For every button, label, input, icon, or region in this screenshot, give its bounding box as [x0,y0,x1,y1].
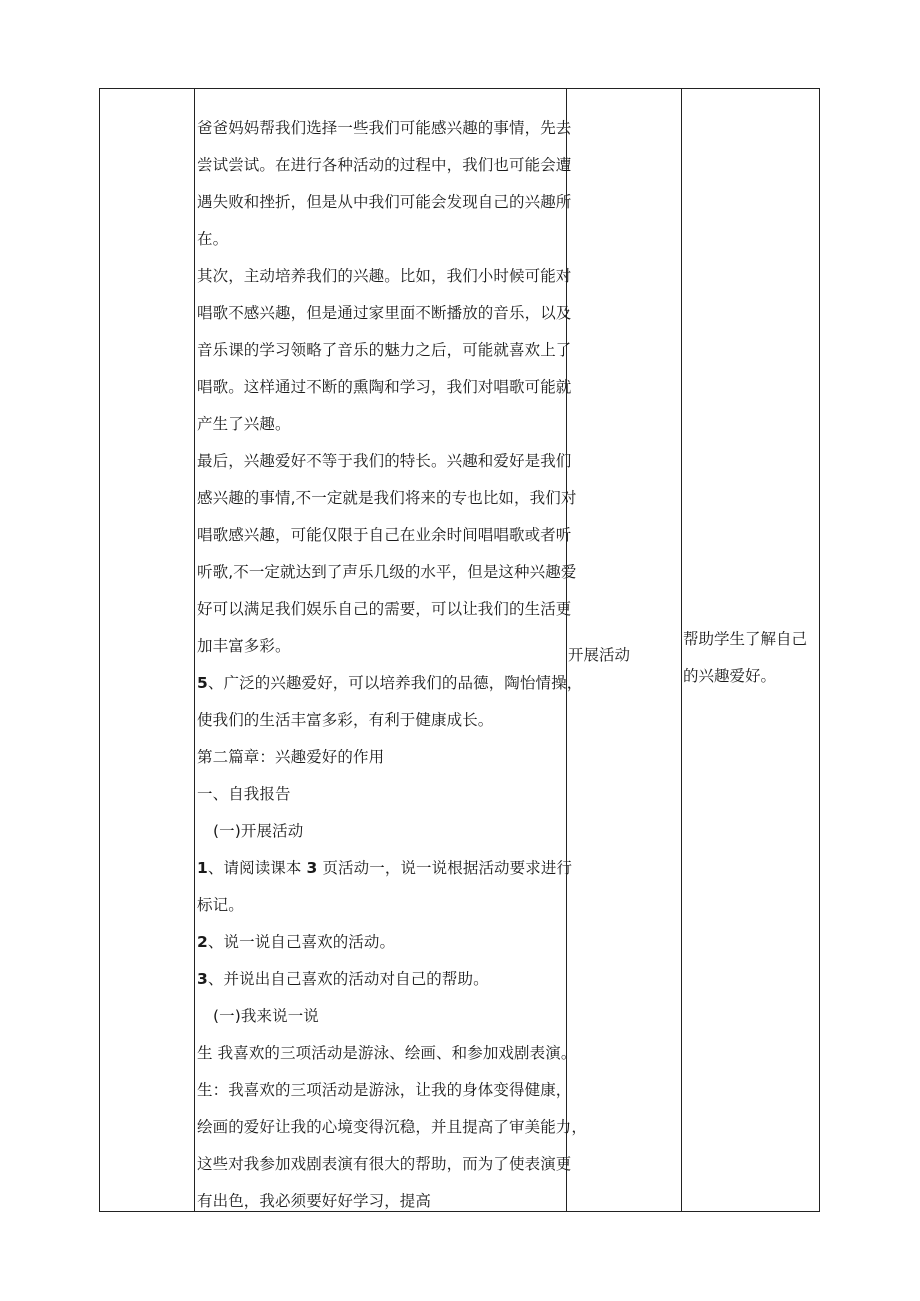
text-line: 使我们的生活丰富多彩，有利于健康成长。 [197,711,494,729]
item-text: 、广泛的兴趣爱好，可以培养我们的品德，陶怡情操， [207,674,583,692]
subsection-heading: (一)开展活动 [213,822,304,840]
text-line [197,665,583,702]
lesson-plan-table [99,88,820,1212]
text-line: 爸爸妈妈帮我们选择一些我们可能感兴趣的事情，先去 [197,119,572,137]
item-text: 、并说出自己喜欢的活动对自己的帮助。 [207,970,489,988]
text-line: 尝试尝试。在进行各种活动的过程中，我们也可能会遭 [197,156,572,174]
text-line: 生：我喜欢的三项活动是游泳，让我的身体变得健康， [197,1081,572,1099]
item-number: 3 [197,970,208,988]
text-line: 音乐课的学习领略了音乐的魅力之后，可能就喜欢上了 [197,341,572,359]
subsection-heading: (一)我来说一说 [213,1007,319,1025]
table-cell-activity [567,89,682,1211]
text-line [197,850,573,887]
text-line: 在。 [197,230,229,248]
table-cell-blank [100,89,195,1211]
text-line: 加丰富多彩。 [197,637,291,655]
text-line: 感兴趣的事情,不一定就是我们将来的专也比如，我们对 [197,489,577,507]
text-line [197,961,566,998]
table-cell-content [195,89,588,1211]
text-line: 其次，主动培养我们的兴趣。比如，我们小时候可能对 [197,267,572,285]
text-line [197,924,566,961]
table-cell-purpose [682,89,819,1211]
item-number: 2 [197,933,208,951]
text-line: 产生了兴趣。 [197,415,291,433]
item-number: 5 [197,674,208,692]
purpose-text [683,621,807,695]
text-line: 这些对我参加戏剧表演有很大的帮助，而为了使表演更 [197,1155,572,1173]
text-line: 生 我喜欢的三项活动是游泳、绘画、和参加戏剧表演。 [197,1044,577,1062]
page-number: 3 [306,859,318,877]
text-line: 绘画的爱好让我的心境变得沉稳，并且提高了审美能力， [197,1118,588,1136]
chapter-heading: 第二篇章：兴趣爱好的作用 [197,748,385,766]
activity-label: 开展活动 [568,646,631,664]
item-text: 、说一说自己喜欢的活动。 [207,933,396,951]
text-line: 唱歌不感兴趣，但是通过家里面不断播放的音乐，以及 [197,304,572,322]
item-text: 页活动一，说一说根据活动要求进行 [317,859,573,877]
text-line: 标记。 [197,896,244,914]
text-line: 唱歌感兴趣，可能仅限于自己在业余时间唱唱歌或者听 [197,526,572,544]
text-line: 遇失败和挫折，但是从中我们可能会发现自己的兴趣所 [197,193,572,211]
text-line: 听歌,不一定就达到了声乐几级的水平，但是这种兴趣爱 [197,563,577,581]
text-line: 帮助学生了解自己 [683,630,808,648]
item-text: 、请阅读课本 [207,859,307,877]
content-text [197,110,588,1220]
text-line: 唱歌。这样通过不断的熏陶和学习，我们对唱歌可能就 [197,378,572,396]
text-line: 最后，兴趣爱好不等于我们的特长。兴趣和爱好是我们 [197,452,572,470]
text-line: 有出色，我必须要好好学习，提高 [197,1192,432,1210]
item-number: 1 [197,859,208,877]
section-heading: 一、自我报告 [197,785,291,803]
text-line: 好可以满足我们娱乐自己的需要，可以让我们的生活更 [197,600,572,618]
text-line: 的兴趣爱好。 [683,667,777,685]
